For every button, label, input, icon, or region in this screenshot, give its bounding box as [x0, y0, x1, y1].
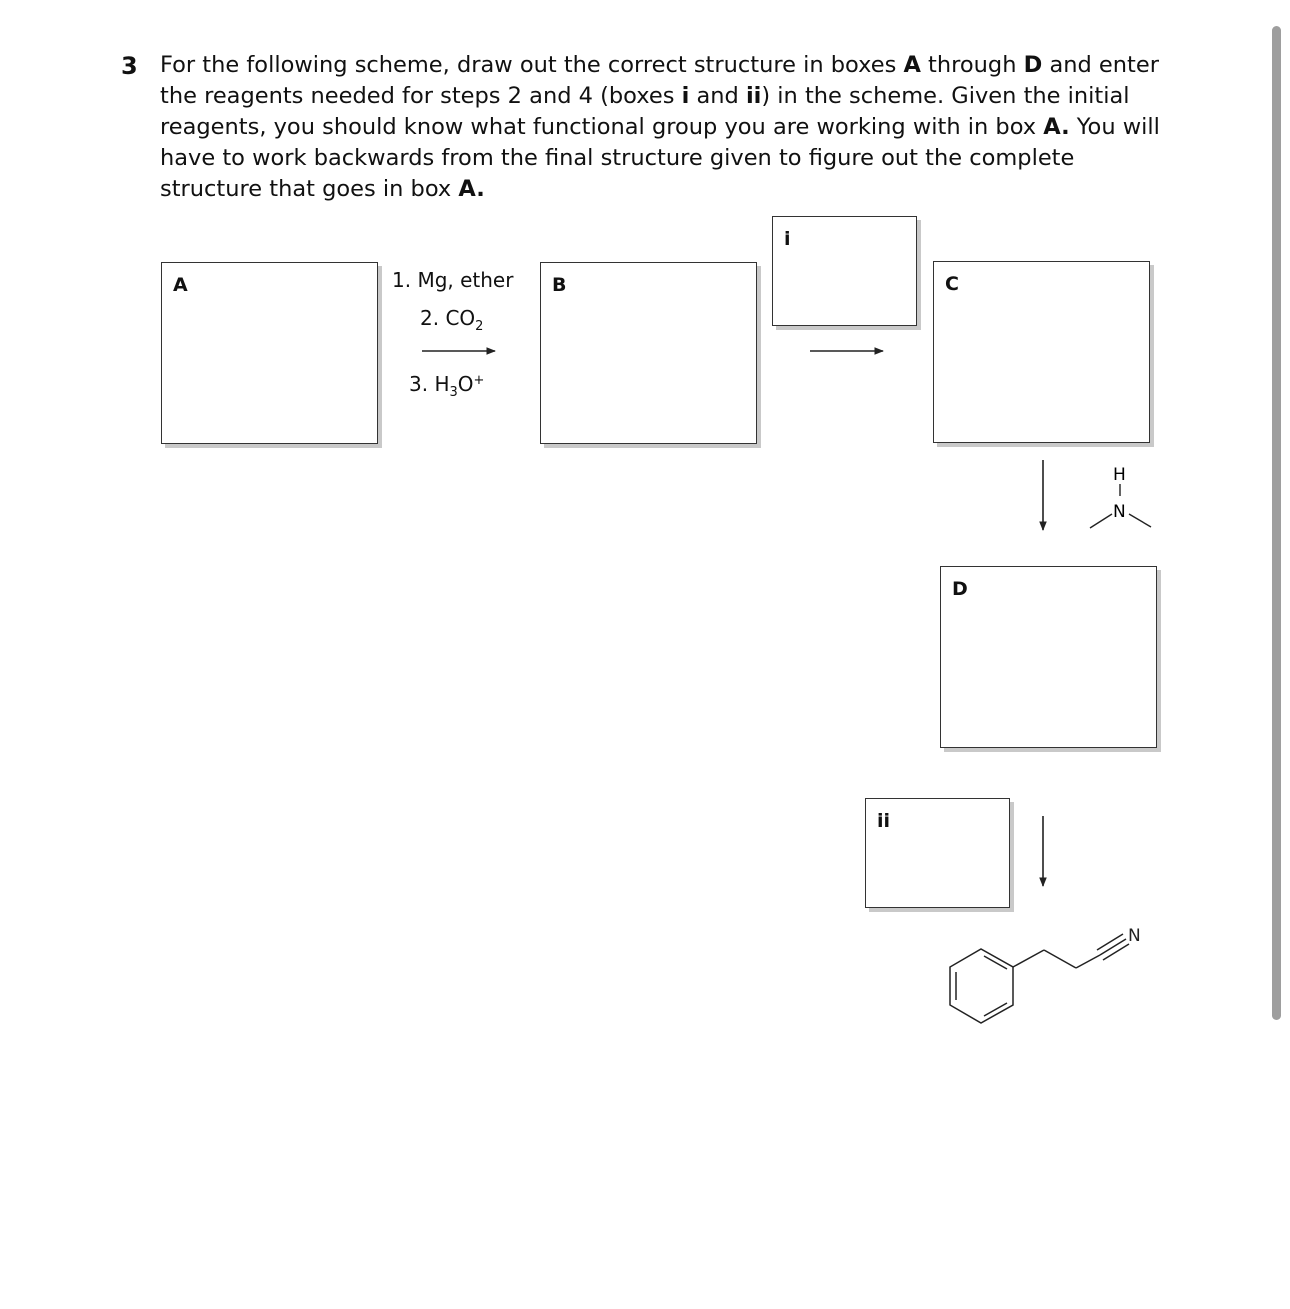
- nitrile-triple-bond-a: [1100, 939, 1126, 955]
- box-c-label: C: [945, 273, 959, 295]
- amine-right-methyl-bond: [1129, 514, 1151, 527]
- question-text-segment: ) in the scheme. Given the initial reagents, you should know what functional group you are working with in box: [160, 83, 1130, 140]
- nitrile-n-label: N: [1128, 926, 1141, 946]
- box-a-label: A: [173, 274, 188, 296]
- box-d-label: D: [952, 578, 968, 600]
- question-text-segment: For the following scheme, draw out the correct structure in boxes: [160, 52, 904, 78]
- chain-bond-3: [1076, 955, 1100, 968]
- amine-n-label: N: [1113, 502, 1126, 522]
- box-i-label: i: [784, 228, 791, 250]
- h3o-main: 3. H: [409, 372, 450, 396]
- question-bold-segment: A: [903, 52, 921, 78]
- question-bold-segment: ii: [745, 83, 762, 109]
- question-number: 3: [121, 52, 138, 80]
- box-ii-label: ii: [877, 810, 891, 832]
- amine-h-label: H: [1113, 465, 1126, 485]
- nitrile-triple-bond-b: [1097, 934, 1123, 950]
- amine-left-methyl-bond: [1090, 514, 1112, 528]
- h3o-subscript: 3: [449, 385, 458, 400]
- question-bold-segment: i: [681, 83, 690, 109]
- h3o-superscript: +: [473, 373, 485, 388]
- benzene-ring: [950, 949, 1013, 1023]
- co2-main: 2. CO: [420, 306, 476, 330]
- step1-reagent-mg-ether: 1. Mg, ether: [392, 268, 514, 292]
- box-b-label: B: [552, 274, 567, 296]
- question-bold-segment: A.: [1043, 114, 1070, 140]
- question-bold-segment: D: [1023, 52, 1043, 78]
- question-text-segment: You will have to work backwards from the final structure given to figure out the complete structure that goes in box: [160, 114, 1160, 202]
- question-text-segment: and: [689, 83, 746, 109]
- product-structure: [950, 934, 1129, 1023]
- question-bold-segment: A.: [458, 176, 485, 202]
- chain-bond-2: [1044, 950, 1076, 968]
- chain-bond-1: [1013, 950, 1044, 967]
- question-text-segment: and enter the reagents needed for steps 2 and 4 (boxes: [160, 52, 1159, 109]
- vertical-scrollbar[interactable]: [1272, 26, 1281, 1020]
- co2-subscript: 2: [475, 319, 484, 334]
- nitrile-triple-bond-c: [1103, 944, 1129, 960]
- h3o-tail: O: [457, 372, 474, 396]
- dimethylamine-structure: [1090, 465, 1151, 528]
- question-text-segment: through: [920, 52, 1024, 78]
